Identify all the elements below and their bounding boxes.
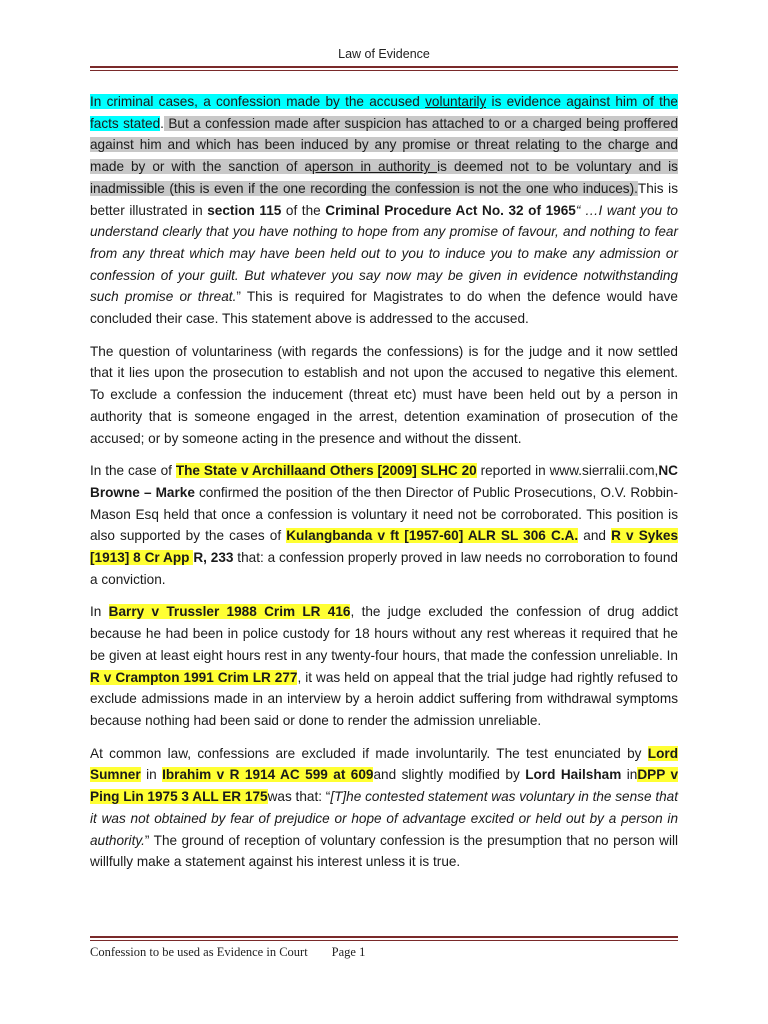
p4-case-crampton: R v Crampton 1991 Crim LR 277 <box>90 669 298 685</box>
footer-title: Confession to be used as Evidence in Court <box>90 945 308 959</box>
p4-case-barry: Barry v Trussler 1988 Crim LR 416 <box>108 604 351 620</box>
p1-highlight-grey-1: But a confession made after suspicion has attached to or a charged being proffered against him and which has been induced by any promise or threat relating to the charge and made by or with the sanction of a <box>90 115 679 175</box>
paragraph-4 <box>90 601 678 731</box>
paragraph-5 <box>90 743 678 873</box>
p4-text-3: , it was held on appeal that the trial judge had rightly refused to exclude admissions made in an interview by a heroin addict suffering from withdrawal symptoms because nothing had been said or done to render the admission unreliable. <box>90 669 678 728</box>
header-rule <box>90 66 678 71</box>
p1-period: . <box>160 115 164 131</box>
p3-case-archilla: The State v Archillaand Others [2009] SLHC 20 <box>175 463 477 479</box>
p3-case-sykes-tail: R, 233 <box>193 550 234 566</box>
p3-text-3: confirmed the position of the then Director of Public Prosecutions, O.V. Robbin-Mason Esq held that once a confession is voluntary it need not be corroborated. This position is also supported by the cases of <box>90 484 678 544</box>
p5-text-3: and slightly modified by <box>373 767 526 783</box>
p3-text-5: that: a confession properly proved in law needs no corroboration to found a conviction. <box>90 550 678 587</box>
p3-case-kulangbanda: Kulangbanda v ft [1957-60] ALR SL 306 C.A. <box>286 528 579 544</box>
p5-text-4: in <box>621 767 638 783</box>
paragraph-3 <box>90 460 678 590</box>
p3-text-4: and <box>578 528 612 544</box>
footer-rule <box>90 936 678 941</box>
p5-text-5: was that: “ <box>267 789 331 805</box>
p5-case-ping-lin: DPP v Ping Lin 1975 3 ALL ER 175 <box>90 767 679 805</box>
p1-highlight-cyan-1: In criminal cases, a confession made by the accused <box>90 94 426 109</box>
p3-text-2: reported in www.sierralii.com, <box>476 463 659 479</box>
p4-text-2: , the judge excluded the confession of drug addict because he had been in police custody for 18 hours without any rest whereas it required that he be given at least eight hours rest in any twenty-four hours, that made the confession unreliable. In <box>90 604 678 663</box>
p5-text-6: ” The ground of reception of voluntary confession is the presumption that no person will willfully make a statement against his interest unless it is true. <box>90 832 678 870</box>
p4-text-1: In <box>90 604 109 620</box>
p5-text-2: in <box>140 767 163 783</box>
footer <box>90 945 365 960</box>
document-body <box>90 91 678 884</box>
p1-highlight-grey-2: is deemed not to be voluntary and is inadmissible (this is even if the one recording the confession is not the one who induces). <box>90 159 678 196</box>
p3-judge-name: NC Browne – Marke <box>90 463 678 500</box>
p5-text-1: At common law, confessions are excluded if made involuntarily. The test enunciated by <box>90 745 648 761</box>
p1-text-1: This is better illustrated in <box>90 180 678 218</box>
p1-quote: “ …I want you to understand clearly that you have nothing to hope from any promise of favour, and nothing to fear from any threat which may have been held out to you to induce you to make any admission or confession of your guilt. But whatever you say now may be given in evidence notwithstanding such promise or threat. <box>90 202 678 305</box>
p1-underline-person-in-authority: person in authority <box>311 159 438 175</box>
p1-text-2: of the <box>281 202 326 218</box>
page-number: Page 1 <box>331 945 366 959</box>
p1-section-115: section 115 <box>207 202 282 218</box>
paragraph-2: The question of voluntariness (with regards the confessions) is for the judge and it now settled that it lies upon the prosecution to establish and not upon the accused to negative this element. To exclude a confession the inducement (threat etc) must have been held out by a person in authority that is someone engaged in the arrest, detention examination of prosecution of the accused; or by someone acting in the presence and without the dissent. <box>90 343 678 446</box>
p1-act-name: Criminal Procedure Act No. 32 of 1965 <box>325 202 576 218</box>
p1-text-3: ” This is required for Magistrates to do when the defence would have concluded their case. This statement above is addressed to the accused. <box>90 289 678 327</box>
p5-quote: [T]he contested statement was voluntary in the sense that it was not obtained by fear of prejudice or hope of advantage excited or held out by a person in authority. <box>90 789 678 848</box>
p5-case-ibrahim: Ibrahim v R 1914 AC 599 at 609 <box>162 767 374 783</box>
p1-highlight-cyan-2: is evidence against him of the facts stated <box>90 94 678 131</box>
p1-underline-voluntarily: voluntarily <box>425 94 487 109</box>
p3-text-1: In the case of <box>90 463 176 479</box>
paragraph-1 <box>90 91 678 330</box>
p5-lord-hailsham: Lord Hailsham <box>525 767 622 783</box>
p3-case-sykes: R v Sykes [1913] 8 Cr App <box>90 528 679 566</box>
header-title: Law of Evidence <box>338 47 430 61</box>
p5-lord-sumner: Lord Sumner <box>90 745 678 783</box>
